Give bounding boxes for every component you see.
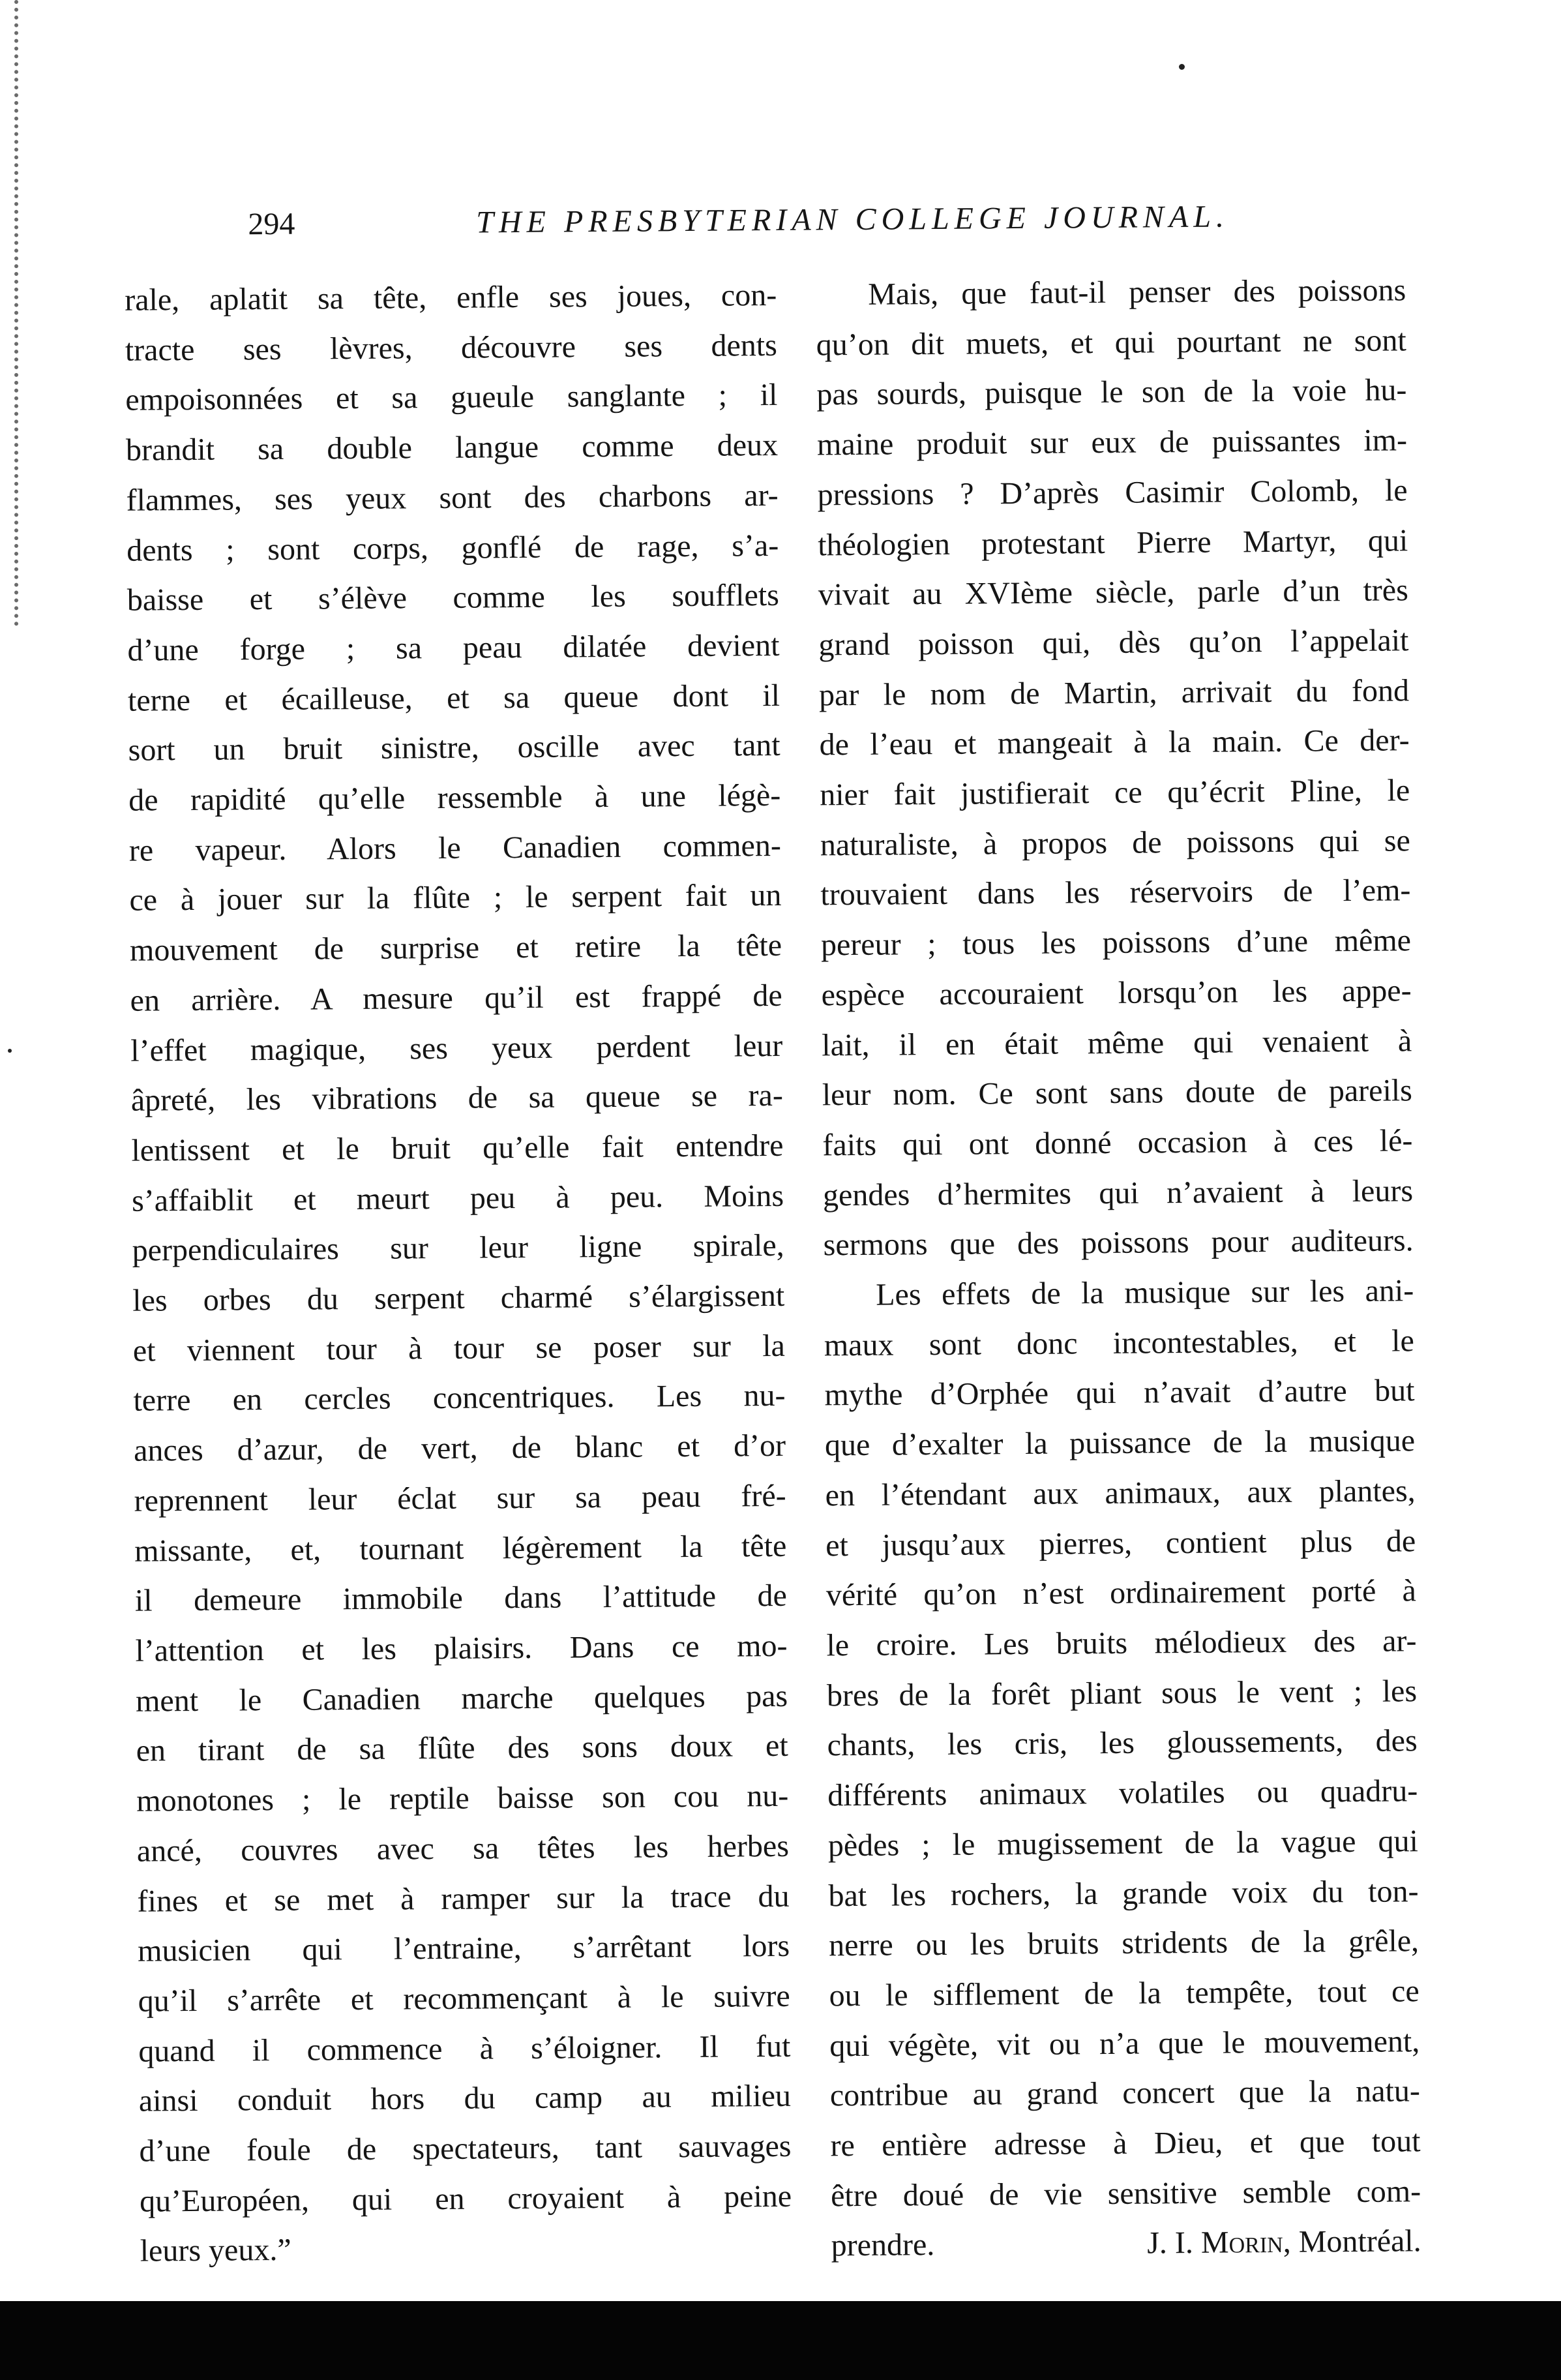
text-line: de l’eau et mangeait à la main. Ce der- bbox=[819, 723, 1410, 762]
scan-speck bbox=[1179, 64, 1185, 70]
text-line: bres de la forêt pliant sous le vent ; les bbox=[826, 1673, 1418, 1713]
text-line: maine produit sur eux de puissantes im- bbox=[816, 423, 1408, 462]
text-line: pèdes ; le mugissement de la vague qui bbox=[827, 1824, 1419, 1863]
text-line: vérité qu’on n’est ordinairement porté à bbox=[825, 1573, 1417, 1613]
text-line: pereur ; tous les poissons d’une même bbox=[820, 923, 1412, 963]
text-line: différents animaux volatiles ou quadru- bbox=[827, 1773, 1418, 1813]
text-line: bat les rochers, la grande voix du ton- bbox=[828, 1873, 1419, 1913]
text-line: chants, les cris, les gloussements, des bbox=[827, 1723, 1418, 1763]
text-line: fines et se met à ramper sur la trace du bbox=[137, 1878, 790, 1919]
text-line: le croire. Les bruits mélodieux des ar- bbox=[826, 1623, 1417, 1663]
text-line: naturaliste, à propos de poissons qui se bbox=[820, 823, 1411, 863]
text-line: tracte ses lèvres, découvre ses dents bbox=[125, 327, 778, 368]
text-line: âpreté, les vibrations de sa queue se ra- bbox=[130, 1078, 784, 1118]
text-line: gendes d’hermites qui n’avaient à leurs bbox=[822, 1173, 1414, 1213]
text-line: terre en cercles concentriques. Les nu- bbox=[133, 1378, 786, 1419]
right-column bbox=[816, 265, 1421, 2271]
left-column bbox=[125, 271, 792, 2277]
text-line: sermons que des poissons pour auditeurs. bbox=[823, 1223, 1414, 1263]
text-line: lentissent et le bruit qu’elle fait entendre bbox=[131, 1128, 784, 1168]
text-line: qu’on dit muets, et qui pourtant ne sont bbox=[816, 323, 1406, 363]
text-line: ment le Canadien marche quelques pas bbox=[135, 1678, 788, 1719]
text-line: monotones ; le reptile baisse son cou nu- bbox=[136, 1778, 789, 1818]
text-line: grand poisson qui, dès qu’on l’appelait bbox=[818, 623, 1409, 663]
text-line: être doué de vie sensitive semble com- bbox=[830, 2173, 1421, 2214]
text-line: et viennent tour à tour se poser sur la bbox=[132, 1328, 786, 1368]
text-line: nier fait justifierait ce qu’écrit Pline, le bbox=[820, 773, 1410, 813]
text-line: nerre ou les bruits stridents de la grêle, bbox=[828, 1923, 1420, 1963]
author-name: Morin, bbox=[1200, 2225, 1291, 2261]
text-line: lait, il en était même qui venaient à bbox=[822, 1023, 1412, 1062]
text-line: empoisonnées et sa gueule sanglante ; il bbox=[125, 378, 778, 418]
text-line: ancé, couvres avec sa têtes les herbes bbox=[136, 1828, 790, 1869]
text-line: contribue au grand concert que la natu- bbox=[829, 2073, 1421, 2113]
text-line: mythe d’Orphée qui n’avait d’autre but bbox=[824, 1373, 1415, 1413]
text-line: leur nom. Ce sont sans doute de pareils bbox=[822, 1073, 1413, 1113]
text-line: re entière adresse à Dieu, et que tout bbox=[830, 2124, 1421, 2163]
text-line: trouvaient dans les réservoirs de l’em- bbox=[820, 873, 1411, 912]
text-line: sort un bruit sinistre, oscille avec tant bbox=[128, 728, 780, 768]
text-line: pressions ? D’après Casimir Colomb, le bbox=[817, 473, 1408, 513]
text-line: faits qui ont donné occasion à ces lé- bbox=[822, 1123, 1413, 1163]
text-line: il demeure immobile dans l’attitude de bbox=[134, 1578, 788, 1618]
scan-speck bbox=[8, 1049, 12, 1053]
text-line: missante, et, tournant légèrement la tête bbox=[134, 1528, 787, 1569]
text-line: reprennent leur éclat sur sa peau fré- bbox=[134, 1478, 786, 1518]
journal-title: THE PRESBYTERIAN COLLEGE JOURNAL. bbox=[476, 199, 1230, 240]
author-signature bbox=[1147, 2217, 1421, 2269]
text-line: de rapidité qu’elle ressemble à une légè- bbox=[128, 777, 781, 818]
text-line: en tirant de sa flûte des sons doux et bbox=[136, 1728, 788, 1769]
text-line: espèce accouraient lorsqu’on les appe- bbox=[821, 973, 1412, 1013]
text-line: quand il commence à s’éloigner. Il fut bbox=[138, 2028, 791, 2069]
text-line: brandit sa double langue comme deux bbox=[125, 428, 779, 468]
text-line: vivait au XVIème siècle, parle d’un très bbox=[818, 573, 1408, 612]
scan-edge-mark bbox=[0, 0, 18, 626]
page-number: 294 bbox=[248, 206, 295, 242]
text-line: pas sourds, puisque le son de la voie hu- bbox=[816, 372, 1407, 412]
scan-bottom-band bbox=[0, 2301, 1561, 2380]
text-line: leurs yeux.” bbox=[140, 2233, 291, 2269]
text-line: ou le sifflement de la tempête, tout ce bbox=[829, 1974, 1420, 2013]
closing-word: prendre. bbox=[831, 2227, 935, 2263]
text-line: ances d’azur, de vert, de blanc et d’or bbox=[133, 1428, 786, 1468]
text-line: re vapeur. Alors le Canadien commen- bbox=[128, 828, 782, 868]
text-line: baisse et s’élève comme les soufflets bbox=[126, 578, 780, 618]
text-line: qui végète, vit ou n’a que le mouvement, bbox=[829, 2023, 1420, 2063]
text-line: ce à jouer sur la flûte ; le serpent fait un bbox=[129, 878, 782, 918]
text-line: d’une foule de spectateurs, tant sauvages bbox=[139, 2128, 792, 2169]
author-place: Montréal. bbox=[1298, 2223, 1421, 2260]
text-line: perpendiculaires sur leur ligne spirale, bbox=[132, 1228, 784, 1269]
text-line: Mais, que faut-il penser des poissons bbox=[867, 273, 1406, 312]
text-line: rale, aplatit sa tête, enfle ses joues, con- bbox=[125, 277, 777, 318]
text-line: l’attention et les plaisirs. Dans ce mo- bbox=[135, 1628, 788, 1668]
text-line: flammes, ses yeux sont des charbons ar- bbox=[126, 477, 779, 518]
text-line: musicien qui l’entraine, s’arrêtant lors bbox=[137, 1929, 790, 1968]
text-line: l’effet magique, ses yeux perdent leur bbox=[130, 1028, 783, 1068]
text-line: Les effets de la musique sur les ani- bbox=[876, 1273, 1414, 1312]
text-line: d’une forge ; sa peau dilatée devient bbox=[127, 627, 780, 668]
text-line: ainsi conduit hors du camp au milieu bbox=[138, 2079, 792, 2118]
text-line: les orbes du serpent charmé s’élargissent bbox=[132, 1278, 785, 1318]
text-line: mouvement de surprise et retire la tête bbox=[129, 928, 782, 968]
text-line: qu’il s’arrête et recommençant à le suivre bbox=[138, 1978, 790, 2019]
closing-line bbox=[831, 2217, 1421, 2272]
book-page bbox=[111, 190, 1444, 2308]
text-line: qu’Européen, qui en croyaient à peine bbox=[139, 2178, 792, 2219]
running-head bbox=[111, 190, 1409, 273]
text-line: terne et écailleuse, et sa queue dont il bbox=[127, 678, 780, 718]
text-line: par le nom de Martin, arrivait du fond bbox=[818, 672, 1410, 713]
text-line: que d’exalter la puissance de la musique bbox=[824, 1423, 1416, 1463]
text-line: en l’étendant aux animaux, aux plantes, bbox=[825, 1473, 1416, 1513]
text-line: maux sont donc incontestables, et le bbox=[824, 1323, 1415, 1363]
text-line: théologien protestant Pierre Martyr, qui bbox=[817, 522, 1408, 562]
author-initials: J. I. bbox=[1147, 2225, 1194, 2261]
text-line: s’affaiblit et meurt peu à peu. Moins bbox=[131, 1178, 784, 1218]
text-line: en arrière. A mesure qu’il est frappé de bbox=[130, 978, 782, 1018]
text-line: et jusqu’aux pierres, contient plus de bbox=[825, 1523, 1416, 1563]
text-line: dents ; sont corps, gonflé de rage, s’a- bbox=[126, 528, 779, 568]
